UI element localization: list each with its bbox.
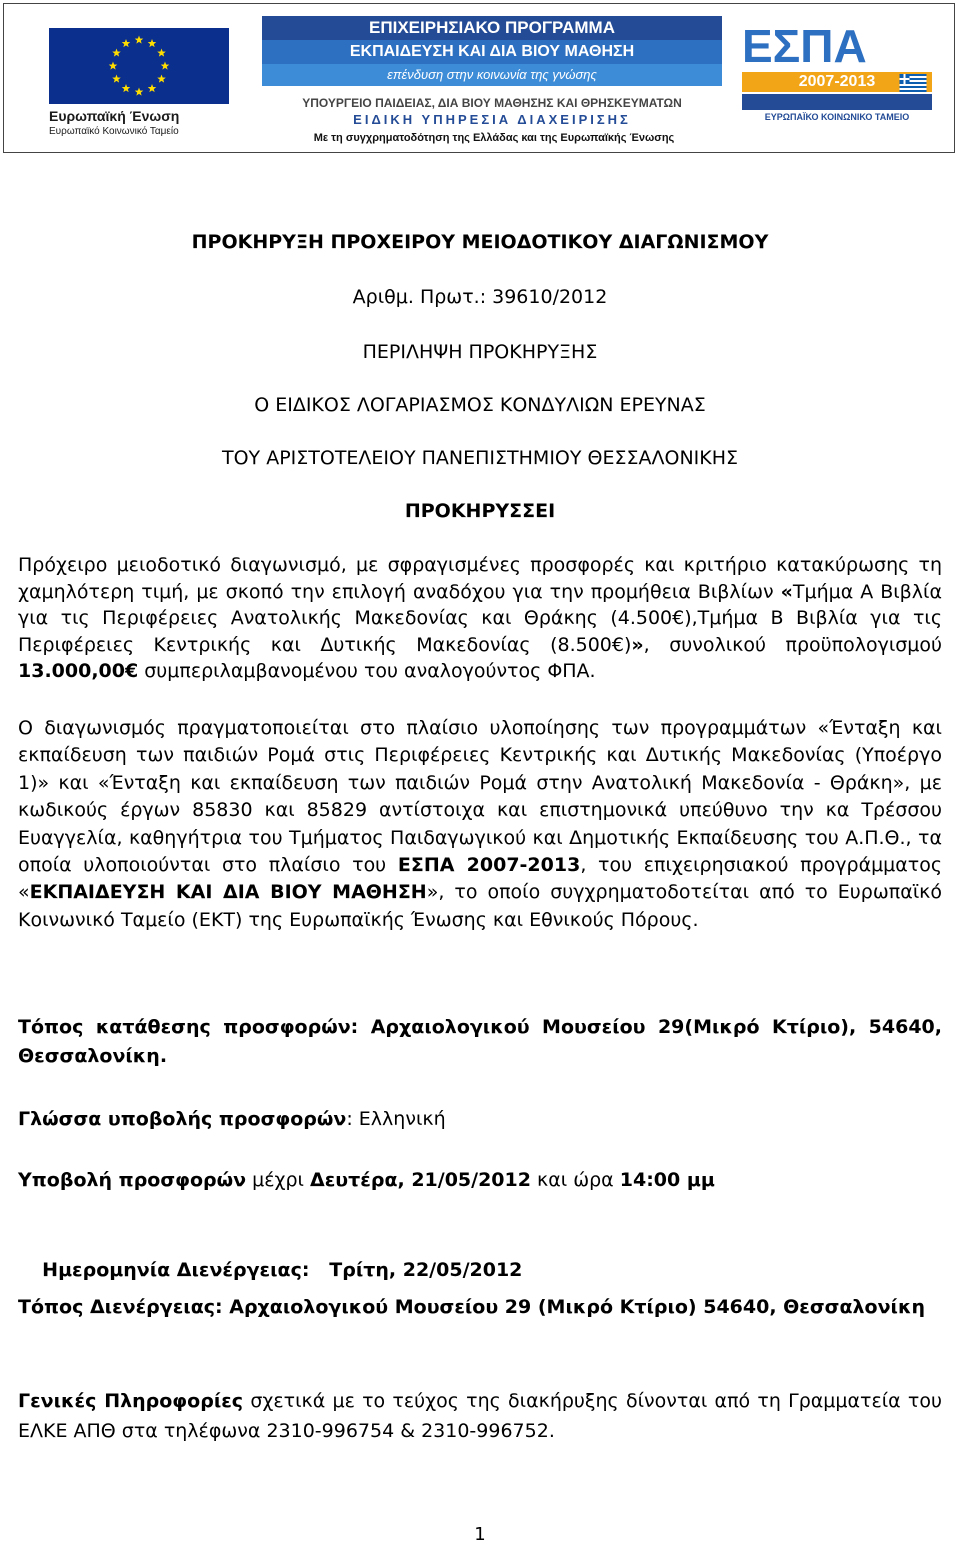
eu-star-icon bbox=[157, 49, 166, 57]
submission-place-value: Αρχαιολογικού Μουσείου 29(Μικρό Κτίριο), 54640, Θεσσαλονίκη. bbox=[18, 1016, 942, 1067]
deadline-time: 14:00 μμ bbox=[619, 1169, 715, 1191]
submission-place bbox=[18, 1013, 942, 1071]
submission-language bbox=[18, 1106, 942, 1133]
language-label: Γλώσσα υποβολής προσφορών bbox=[18, 1108, 347, 1130]
issuer-line-1: Ο ΕΙΔΙΚΟΣ ΛΟΓΑΡΙΑΣΜΟΣ ΚΟΝΔΥΛΙΩΝ ΕΡΕΥΝΑΣ bbox=[254, 394, 706, 416]
eu-star-icon bbox=[157, 75, 166, 83]
submission-deadline bbox=[18, 1167, 942, 1194]
announces-heading: ΠΡΟΚΗΡΥΣΣΕΙ bbox=[404, 500, 556, 522]
espa-period: ΕΣΠΑ 2007-2013 bbox=[397, 854, 581, 877]
programme-title-line-2: ΕΚΠΑΙΔΕΥΣΗ ΚΑΙ ΔΙΑ ΒΙΟΥ ΜΑΘΗΣΗ bbox=[262, 40, 722, 64]
opening-venue-label: Τόπος Διενέργειας: bbox=[18, 1296, 223, 1318]
espa-logo bbox=[742, 22, 932, 110]
programme-title-line-1: ΕΠΙΧΕΙΡΗΣΙΑΚΟ ΠΡΟΓΡΑΜΜΑ bbox=[262, 16, 722, 40]
opening-venue bbox=[18, 1293, 942, 1322]
p1-part-g: , συνολικού προϋπολογισμού bbox=[643, 633, 942, 656]
euro-symbol: € bbox=[672, 607, 685, 629]
paragraph-tender-object bbox=[18, 552, 942, 685]
general-info-label: Γενικές Πληροφορίες bbox=[18, 1390, 244, 1412]
p2-part-e: », το οποίο συγχρηματοδοτείται από το Ευρωπαϊκό Κοινωνικό Ταμείο (ΕΚΤ) της Ευρωπαϊκής Ένωσης και Εθνικούς Πόρους. bbox=[18, 881, 942, 931]
p1-part-a: Πρόχειρο μειοδοτικό διαγωνισμό, με σφραγισμένες προσφορές και κριτήριο κατακύρωσης τη χαμηλότερη τιμή, με σκοπό την επιλογή αναδόχου για την προμήθεια Βιβλίων bbox=[18, 554, 942, 603]
general-info-value: σχετικά με το τεύχος της διακήρυξης δίνονται από τη Γραμματεία του ΕΛΚΕ ΑΠΘ στα τηλέφωνα 2310-996754 & 2310-996752. bbox=[18, 1390, 942, 1442]
eu-star-icon bbox=[112, 49, 121, 57]
deadline-until: μέχρι bbox=[246, 1169, 311, 1191]
p2-part-c: , του επιχειρησιακού προγράμματος « bbox=[18, 854, 943, 904]
eu-star-icon bbox=[109, 62, 118, 70]
p2-part-a: Ο διαγωνισμός πραγματοποιείται στο πλαίσιο υλοποίησης των προγραμμάτων «Ένταξη και εκπαίδευση των παιδιών Ρομά στις Περιφέρειες Κεντρικής και Δυτικής Μακεδονίας (Υποέργο 1)» και «Ένταξη και εκπαίδευση των παιδιών Ρομά στην Ανατολική Μακεδονία - Θράκη», με κωδικούς έργων 85830 και 85829 αντίστοιχα και επιστημονικά υπεύθυνο την κα Τρέσσου Ευαγγελία, καθηγήτρια του Τμήματος Παιδαγωγικού και Δημοτικής Εκπαίδευσης του Α.Π.Θ., τα οποία υλοποιούνται στο πλαίσιο του bbox=[18, 717, 942, 877]
programme-logo bbox=[262, 16, 722, 90]
greek-flag-icon bbox=[894, 74, 932, 92]
eu-caption: Ευρωπαϊκή Ένωση bbox=[49, 108, 180, 124]
ministry-name: ΥΠΟΥΡΓΕΙΟ ΠΑΙΔΕΙΑΣ, ΔΙΑ ΒΙΟΥ ΜΑΘΗΣΗΣ ΚΑΙ ΘΡΗΣΚΕΥΜΑΤΩΝ bbox=[302, 96, 682, 110]
p1-quote-close: » bbox=[631, 633, 644, 656]
opening-date-value: Τρίτη, 22/05/2012 bbox=[309, 1259, 523, 1281]
header-banner bbox=[3, 3, 955, 153]
protocol-number bbox=[18, 284, 942, 311]
eu-star-icon bbox=[135, 88, 144, 96]
eu-star-icon bbox=[148, 84, 157, 92]
p1-part-e: ) bbox=[623, 633, 632, 656]
eu-star-icon bbox=[148, 39, 157, 47]
eu-star-icon bbox=[122, 39, 131, 47]
espa-years: 2007-2013 bbox=[742, 72, 932, 92]
opening-date-label: Ημερομηνία Διενέργειας: bbox=[42, 1259, 310, 1281]
espa-bar bbox=[742, 94, 932, 110]
eu-star-icon bbox=[122, 84, 131, 92]
p1-part-d: ),Τμήμα Β Βιβλία για τις Περιφέρειες Κεντρικής και Δυτικής Μακεδονίας (8.500 bbox=[18, 607, 943, 656]
eu-fund-caption: Ευρωπαϊκό Κοινωνικό Ταμείο bbox=[49, 126, 179, 137]
paragraph-programme bbox=[18, 715, 942, 934]
page-number: 1 bbox=[474, 1524, 486, 1545]
eu-flag-logo bbox=[49, 28, 229, 104]
espa-fund-caption: ΕΥΡΩΠΑΪΚΟ ΚΟΙΝΩΝΙΚΟ ΤΑΜΕΙΟ bbox=[764, 112, 910, 122]
language-value: : Ελληνική bbox=[346, 1108, 446, 1130]
summary-heading: ΠΕΡΙΛΗΨΗ ΠΡΟΚΗΡΥΞΗΣ bbox=[362, 341, 598, 363]
document-title: ΠΡΟΚΗΡΥΞΗ ΠΡΟΧΕΙΡΟΥ ΜΕΙΟΔΟΤΙΚΟΥ ΔΙΑΓΩΝΙΣΜΟΥ bbox=[191, 231, 769, 253]
protocol-number-text: Αριθμ. Πρωτ.: 39610/2012 bbox=[352, 286, 608, 308]
p1-part-c: Τμήμα Α Βιβλία για τις Περιφέρειες Ανατολικής Μακεδονίας και Θράκης (4.500 bbox=[18, 580, 942, 629]
deadline-and-time: και ώρα bbox=[530, 1169, 620, 1191]
total-budget: 13.000,00 bbox=[18, 660, 125, 682]
eu-star-icon bbox=[161, 62, 170, 70]
opening-venue-value: Αρχαιολογικού Μουσείου 29 (Μικρό Κτίριο) 54640, Θεσσαλονίκη bbox=[222, 1296, 925, 1318]
euro-symbol: € bbox=[124, 660, 139, 682]
eu-star-icon bbox=[112, 75, 121, 83]
p1-quote-open: « bbox=[780, 580, 793, 603]
programme-name: ΕΚΠΑΙΔΕΥΣΗ ΚΑΙ ΔΙΑ ΒΙΟΥ ΜΑΘΗΣΗ bbox=[29, 881, 427, 904]
deadline-label: Υποβολή προσφορών bbox=[18, 1169, 247, 1191]
programme-slogan: επένδυση στην κοινωνία της γνώσης bbox=[262, 64, 722, 86]
espa-wordmark: ΕΣΠΑ bbox=[742, 20, 867, 72]
cofunding-note: Με τη συγχρηματοδότηση της Ελλάδας και της Ευρωπαϊκής Ένωσης bbox=[313, 132, 675, 144]
eu-star-icon bbox=[135, 36, 144, 44]
p1-part-i: συμπεριλαμβανομένου του αναλογούντος ΦΠΑ. bbox=[138, 660, 596, 682]
submission-place-label: Τόπος κατάθεσης προσφορών: bbox=[18, 1016, 359, 1038]
managing-service: ΕΙΔΙΚΗ ΥΠΗΡΕΣΙΑ ΔΙΑΧΕΙΡΙΣΗΣ bbox=[353, 112, 631, 127]
euro-symbol: € bbox=[611, 633, 624, 656]
deadline-day: Δευτέρα, 21/05/2012 bbox=[310, 1169, 531, 1191]
issuer-line-2: ΤΟΥ ΑΡΙΣΤΟΤΕΛΕΙΟΥ ΠΑΝΕΠΙΣΤΗΜΙΟΥ ΘΕΣΣΑΛΟΝΙΚΗΣ bbox=[221, 447, 739, 469]
general-information bbox=[18, 1386, 942, 1446]
